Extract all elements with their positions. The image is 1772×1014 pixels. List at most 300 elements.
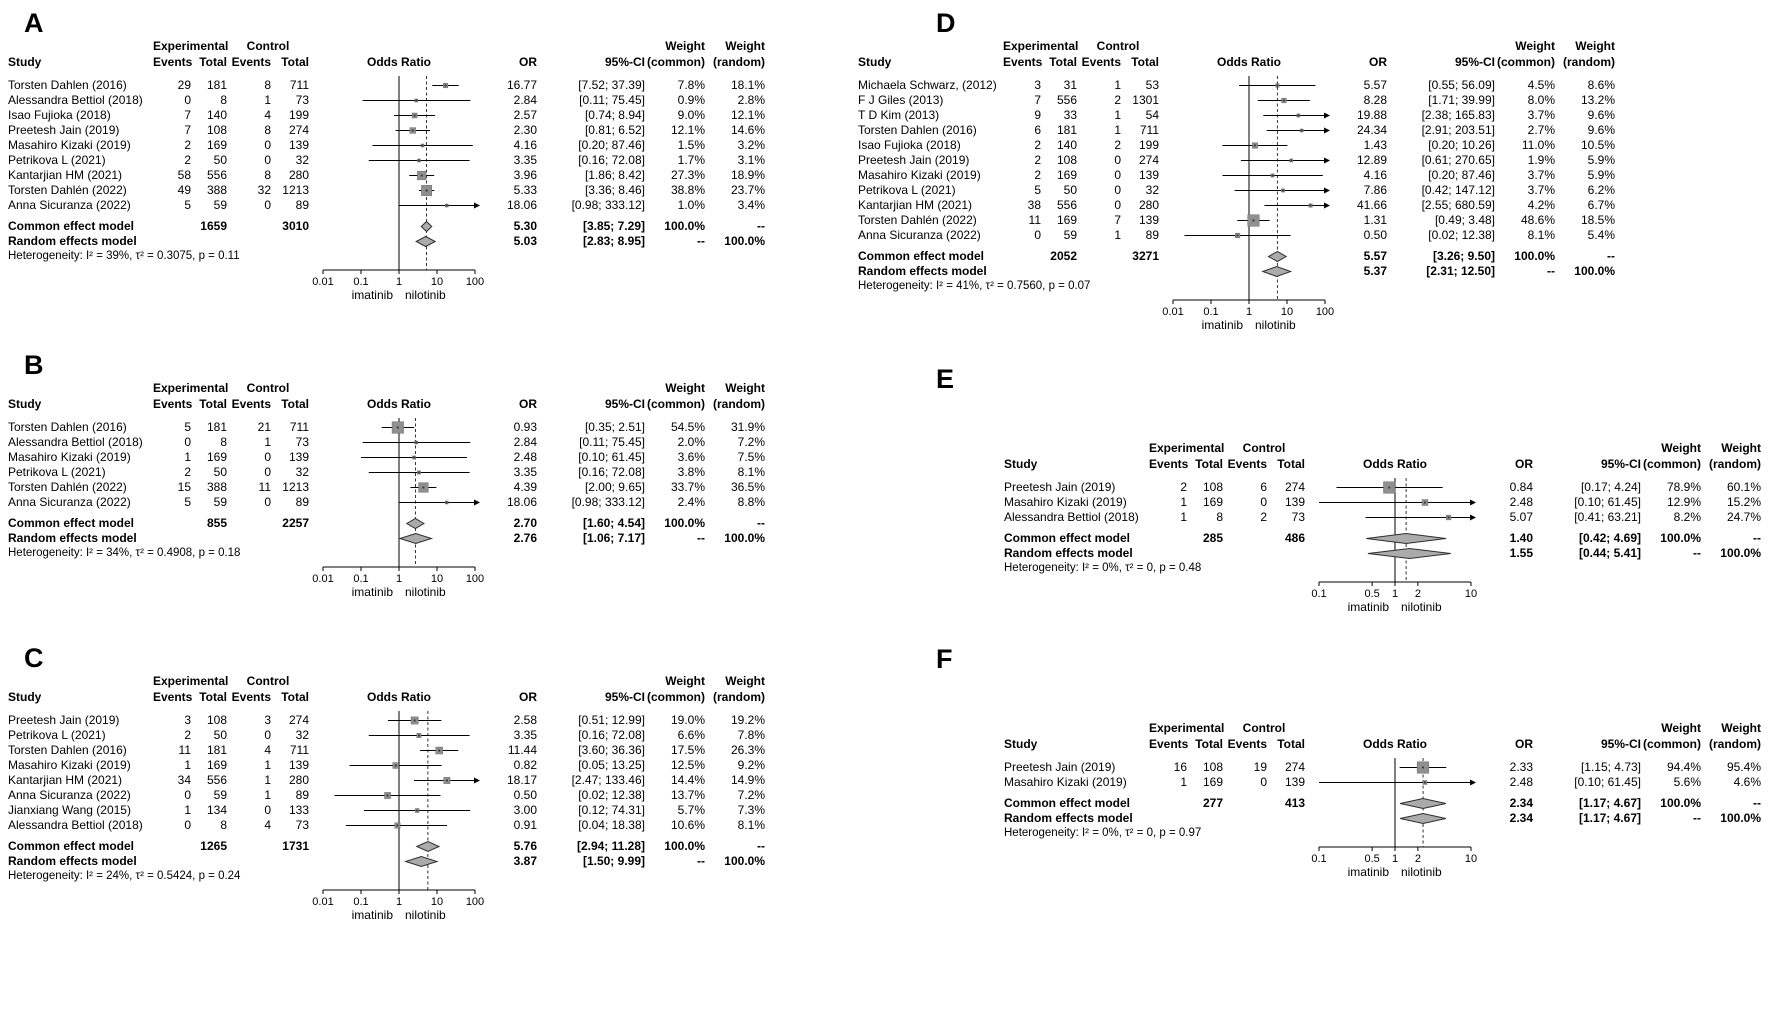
common-effect-row: [8, 839, 765, 854]
control-total: 711: [289, 420, 309, 434]
experimental-total: 140: [206, 108, 227, 122]
weight-common-value: 33.7%: [670, 480, 705, 494]
or-value: 5.33: [513, 183, 537, 197]
study-name: Preetesh Jain (2019): [1004, 480, 1116, 494]
experimental-total: 59: [213, 198, 227, 212]
common-weight-random: --: [757, 839, 765, 853]
random-or-value: 3.87: [513, 854, 537, 868]
study-name: Preetesh Jain (2019): [1004, 760, 1116, 774]
weight-random-subheader: (random): [1709, 457, 1761, 471]
or-value: 41.66: [1356, 198, 1387, 212]
axis-tick-label: 10: [430, 573, 444, 585]
weight-random-value: 8.6%: [1587, 78, 1615, 92]
weight-random-value: 3.2%: [737, 138, 765, 152]
axis-space: [1004, 841, 1761, 887]
heterogeneity-text: Heterogeneity: I² = 0%, τ² = 0, p = 0.97: [1004, 827, 1202, 839]
ci-value: [0.81; 6.52]: [584, 123, 645, 137]
control-events: 0: [1114, 183, 1121, 197]
axis-space: [8, 264, 765, 310]
heterogeneity-text: Heterogeneity: I² = 41%, τ² = 0.7560, p = 0.07: [858, 280, 1091, 292]
random-effects-row: [1004, 546, 1761, 561]
experimental-total: 108: [1202, 760, 1223, 774]
odds-ratio-column-header: Odds Ratio: [1216, 55, 1281, 69]
control-total: 280: [1138, 198, 1159, 212]
common-experimental-total: 2052: [1050, 249, 1077, 263]
experimental-total: 169: [1202, 495, 1223, 509]
weight-random-value: 95.4%: [1726, 760, 1761, 774]
random-or-value: 2.34: [1509, 811, 1533, 825]
weight-common-subheader: (common): [647, 55, 705, 69]
odds-ratio-column-header: Odds Ratio: [366, 55, 431, 69]
weight-common-value: 13.7%: [670, 788, 705, 802]
study-name: Masahiro Kizaki (2019): [1004, 775, 1127, 789]
ci-value: [2.38; 165.83]: [1421, 108, 1495, 122]
axis-left-label: imatinib: [1347, 865, 1389, 879]
experimental-total: 169: [1202, 775, 1223, 789]
or-value: 0.50: [1363, 228, 1387, 242]
control-events: 0: [264, 450, 271, 464]
weight-common-value: 3.8%: [677, 465, 705, 479]
study-name: Torsten Dahlen (2016): [858, 123, 977, 137]
axis-tick-label: 2: [1414, 853, 1421, 865]
ci-column-header: 95%-CI: [604, 397, 645, 411]
experimental-total: 181: [206, 78, 227, 92]
study-name: Alessandra Bettiol (2018): [8, 93, 143, 107]
weight-common-value: 2.0%: [677, 435, 705, 449]
study-name: Anna Sicuranza (2022): [8, 788, 131, 802]
column-header-row: [8, 689, 765, 705]
common-control-total: 3271: [1132, 249, 1159, 263]
study-row: [8, 153, 765, 168]
control-events: 8: [264, 168, 271, 182]
common-weight-random: --: [757, 219, 765, 233]
experimental-events: 2: [184, 465, 191, 479]
ci-value: [0.16; 72.08]: [578, 465, 645, 479]
or-value: 0.91: [513, 818, 537, 832]
column-group-header-row: [8, 38, 765, 54]
study-name: T D Kim (2013): [858, 108, 940, 122]
weight-common-value: 4.5%: [1527, 78, 1555, 92]
ci-value: [0.11; 75.45]: [579, 435, 645, 449]
experimental-events: 49: [177, 183, 191, 197]
study-name: Kantarjian HM (2021): [858, 198, 973, 212]
or-value: 11.44: [507, 743, 537, 757]
control-total: 54: [1145, 108, 1159, 122]
or-value: 3.35: [513, 465, 537, 479]
study-column-header: Study: [1004, 737, 1038, 751]
common-ci-value: [3.26; 9.50]: [1432, 249, 1495, 263]
common-weight-common: 100.0%: [664, 219, 705, 233]
weight-common-value: 3.7%: [1527, 168, 1555, 182]
experimental-events: 3: [184, 713, 191, 727]
axis-tick-label: 1: [395, 573, 403, 585]
experimental-total: 388: [206, 480, 227, 494]
control-events: 1: [264, 758, 271, 772]
or-value: 2.84: [513, 435, 537, 449]
weight-random-value: 12.1%: [730, 108, 765, 122]
study-row: [858, 168, 1615, 183]
common-weight-random: --: [1753, 796, 1761, 810]
weight-random-value: 5.9%: [1587, 168, 1615, 182]
or-value: 2.48: [1509, 775, 1533, 789]
random-or-value: 5.37: [1363, 264, 1387, 278]
study-name: Torsten Dahlen (2016): [8, 78, 127, 92]
study-name: Alessandra Bettiol (2018): [1004, 510, 1139, 524]
experimental-events: 29: [177, 78, 191, 92]
experimental-total: 108: [1202, 480, 1223, 494]
weight-random-value: 18.5%: [1580, 213, 1615, 227]
weight-random-value: 7.8%: [737, 728, 765, 742]
experimental-total: 108: [1056, 153, 1077, 167]
weight-common-value: 1.5%: [677, 138, 705, 152]
experimental-total: 50: [1063, 183, 1077, 197]
control-events: 0: [264, 138, 271, 152]
ci-column-header: 95%-CI: [1600, 457, 1641, 471]
weight-random-value: 8.1%: [737, 465, 765, 479]
weight-random-header: Weight: [1575, 39, 1615, 53]
weight-common-value: 3.7%: [1527, 108, 1555, 122]
common-effect-label: Common effect model: [8, 219, 135, 233]
panel-E: [858, 366, 1772, 622]
weight-random-value: 7.2%: [737, 435, 765, 449]
weight-random-header: Weight: [1721, 441, 1761, 455]
study-row: [1004, 495, 1761, 510]
or-column-header: OR: [519, 690, 537, 704]
experimental-events: 6: [1034, 123, 1041, 137]
common-ci-value: [1.60; 4.54]: [582, 516, 645, 530]
experimental-total: 108: [206, 123, 227, 137]
ci-value: [0.55; 56.09]: [1428, 78, 1495, 92]
random-weight-random: 100.0%: [724, 531, 765, 545]
control-total-header: Total: [281, 690, 309, 704]
control-total: 139: [288, 450, 309, 464]
axis-tick-label: 10: [1280, 306, 1294, 318]
study-row: [8, 758, 765, 773]
weight-common-value: 12.5%: [670, 758, 705, 772]
common-weight-random: --: [757, 516, 765, 530]
experimental-events: 3: [1034, 78, 1041, 92]
experimental-events: 1: [1180, 510, 1187, 524]
control-events: 2: [1114, 93, 1121, 107]
experimental-events: 0: [184, 788, 191, 802]
weight-common-value: 1.9%: [1527, 153, 1555, 167]
study-name: Preetesh Jain (2019): [8, 713, 120, 727]
odds-ratio-column-header: Odds Ratio: [366, 690, 431, 704]
control-events: 0: [1114, 153, 1121, 167]
random-or-value: 5.03: [513, 234, 537, 248]
ci-value: [0.20; 87.46]: [1428, 168, 1495, 182]
experimental-total: 556: [206, 168, 227, 182]
common-control-total: 1731: [282, 839, 309, 853]
weight-common-value: 8.0%: [1527, 93, 1555, 107]
or-value: 12.89: [1356, 153, 1387, 167]
study-name: Masahiro Kizaki (2019): [1004, 495, 1127, 509]
experimental-events: 0: [184, 435, 191, 449]
control-total: 139: [288, 758, 309, 772]
control-events: 1: [1114, 123, 1121, 137]
weight-common-value: 6.6%: [677, 728, 705, 742]
weight-random-value: 14.6%: [730, 123, 765, 137]
ci-value: [0.10; 61.45]: [1574, 775, 1641, 789]
panel-letter-D: D: [936, 8, 956, 38]
random-weight-random: 100.0%: [724, 234, 765, 248]
weight-common-value: 3.7%: [1527, 183, 1555, 197]
study-row: [8, 713, 765, 728]
weight-common-header: Weight: [665, 381, 705, 395]
weight-random-value: 18.9%: [730, 168, 765, 182]
axis-tick-label: 0.01: [312, 276, 334, 288]
odds-ratio-column-header: Odds Ratio: [366, 397, 431, 411]
experimental-total: 8: [220, 93, 227, 107]
experimental-events: 0: [184, 93, 191, 107]
random-weight-random: 100.0%: [1720, 546, 1761, 560]
control-events: 0: [1260, 495, 1267, 509]
or-value: 3.35: [513, 153, 537, 167]
or-value: 0.82: [513, 758, 537, 772]
weight-random-value: 9.2%: [737, 758, 765, 772]
axis-left-label: imatinib: [351, 288, 393, 302]
control-events: 0: [1260, 775, 1267, 789]
control-total: 73: [295, 818, 309, 832]
ci-value: [0.02; 12.38]: [578, 788, 645, 802]
study-name: Petrikova L (2021): [858, 183, 956, 197]
control-events: 0: [264, 495, 271, 509]
control-events-header: Events: [231, 690, 271, 704]
experimental-total: 140: [1056, 138, 1077, 152]
study-row: [8, 788, 765, 803]
panel-letter-E: E: [936, 364, 955, 394]
experimental-total-header: Total: [199, 397, 227, 411]
weight-random-value: 8.1%: [737, 818, 765, 832]
experimental-events: 2: [184, 138, 191, 152]
control-total: 280: [288, 168, 309, 182]
study-row: [858, 78, 1615, 93]
experimental-events: 11: [178, 743, 191, 757]
weight-common-subheader: (common): [647, 690, 705, 704]
control-events: 6: [1260, 480, 1267, 494]
ci-value: [1.86; 8.42]: [584, 168, 645, 182]
random-weight-common: --: [1547, 264, 1555, 278]
experimental-total-header: Total: [199, 690, 227, 704]
control-events: 11: [258, 480, 271, 494]
or-column-header: OR: [1515, 457, 1533, 471]
control-total: 32: [1145, 183, 1159, 197]
experimental-total-header: Total: [1195, 737, 1223, 751]
study-name: Torsten Dahlén (2022): [858, 213, 977, 227]
ci-value: [0.98; 333.12]: [571, 495, 645, 509]
experimental-group-header: Experimental: [1149, 441, 1225, 455]
random-effects-label: Random effects model: [858, 264, 987, 278]
study-row: [1004, 480, 1761, 495]
ci-value: [0.04; 18.38]: [578, 818, 645, 832]
study-row: [8, 803, 765, 818]
weight-common-value: 1.7%: [677, 153, 705, 167]
or-value: 18.06: [506, 495, 537, 509]
weight-common-value: 54.5%: [670, 420, 705, 434]
axis-tick-label: 100: [465, 573, 485, 585]
random-effects-label: Random effects model: [8, 234, 137, 248]
spacer: [8, 705, 765, 713]
experimental-events-header: Events: [1003, 55, 1043, 69]
control-events: 0: [1114, 168, 1121, 182]
experimental-group-header: Experimental: [1149, 721, 1225, 735]
axis-space: [8, 561, 765, 607]
ci-value: [3.36; 8.46]: [584, 183, 645, 197]
weight-common-value: 10.6%: [670, 818, 705, 832]
control-group-header: Control: [1096, 39, 1140, 53]
axis-space: [1004, 576, 1761, 622]
experimental-events: 2: [184, 153, 191, 167]
weight-random-value: 15.2%: [1726, 495, 1761, 509]
ci-value: [2.47; 133.46]: [571, 773, 645, 787]
ci-value: [0.35; 2.51]: [584, 420, 645, 434]
experimental-total-header: Total: [1195, 457, 1223, 471]
control-total: 280: [288, 773, 309, 787]
experimental-total: 181: [206, 420, 227, 434]
or-value: 16.77: [506, 78, 537, 92]
random-effects-row: [8, 234, 765, 249]
control-total: 73: [295, 93, 309, 107]
common-effect-label: Common effect model: [858, 249, 985, 263]
or-value: 18.17: [506, 773, 537, 787]
common-control-total: 413: [1284, 796, 1305, 810]
experimental-group-header: Experimental: [153, 381, 229, 395]
or-value: 2.33: [1509, 760, 1533, 774]
control-events: 0: [264, 198, 271, 212]
or-value: 8.28: [1363, 93, 1387, 107]
forest-table: [8, 673, 765, 930]
ci-value: [3.60; 36.36]: [578, 743, 645, 757]
study-name: Anna Sicuranza (2022): [858, 228, 981, 242]
experimental-total: 59: [1063, 228, 1077, 242]
random-ci-value: [0.44; 5.41]: [1578, 546, 1641, 560]
ci-value: [0.42; 147.12]: [1421, 183, 1495, 197]
weight-common-value: 4.2%: [1527, 198, 1555, 212]
weight-random-value: 4.6%: [1733, 775, 1761, 789]
control-total: 32: [295, 728, 309, 742]
weight-random-value: 6.7%: [1587, 198, 1615, 212]
control-total: 139: [288, 138, 309, 152]
control-total: 32: [295, 153, 309, 167]
study-name: Masahiro Kizaki (2019): [858, 168, 981, 182]
study-row: [858, 183, 1615, 198]
experimental-events-header: Events: [153, 397, 193, 411]
ci-value: [0.11; 75.45]: [579, 93, 645, 107]
experimental-total: 59: [213, 495, 227, 509]
weight-common-value: 78.9%: [1666, 480, 1701, 494]
weight-common-value: 11.0%: [1521, 138, 1555, 152]
study-name: Torsten Dahlén (2022): [8, 183, 127, 197]
weight-common-value: 5.6%: [1673, 775, 1701, 789]
weight-random-subheader: (random): [713, 397, 765, 411]
study-name: Torsten Dahlén (2022): [8, 480, 127, 494]
weight-random-value: 26.3%: [730, 743, 765, 757]
axis-tick-label: 1: [1391, 853, 1399, 865]
common-weight-common: 100.0%: [1660, 796, 1701, 810]
control-group-header: Control: [1242, 721, 1286, 735]
weight-common-header: Weight: [1661, 441, 1701, 455]
study-name: Masahiro Kizaki (2019): [8, 138, 131, 152]
control-total: 274: [288, 713, 309, 727]
random-effects-label: Random effects model: [1004, 811, 1133, 825]
study-name: Alessandra Bettiol (2018): [8, 818, 143, 832]
forest-table: [8, 38, 765, 310]
weight-common-value: 8.1%: [1527, 228, 1555, 242]
experimental-events: 5: [1034, 183, 1041, 197]
control-events: 1: [264, 788, 271, 802]
control-total: 199: [1138, 138, 1159, 152]
common-weight-random: --: [1753, 531, 1761, 545]
figure-column-right: [858, 10, 1772, 930]
experimental-total-header: Total: [1049, 55, 1077, 69]
axis-tick-label: 0.01: [312, 573, 334, 585]
weight-common-value: 2.4%: [677, 495, 705, 509]
study-row: [8, 495, 765, 510]
random-ci-value: [1.06; 7.17]: [582, 531, 645, 545]
weight-random-value: 2.8%: [737, 93, 765, 107]
control-total: 133: [288, 803, 309, 817]
weight-random-value: 9.6%: [1587, 108, 1615, 122]
common-effect-label: Common effect model: [8, 516, 135, 530]
weight-common-subheader: (common): [647, 397, 705, 411]
control-total: 711: [289, 743, 309, 757]
random-weight-random: 100.0%: [1720, 811, 1761, 825]
ci-value: [0.10; 61.45]: [1574, 495, 1641, 509]
or-value: 4.16: [1363, 168, 1387, 182]
study-row: [858, 228, 1615, 243]
axis-space: [8, 884, 765, 930]
ci-value: [0.17; 4.24]: [1580, 480, 1641, 494]
weight-common-value: 38.8%: [670, 183, 705, 197]
figure-column-left: [8, 10, 858, 930]
random-effects-label: Random effects model: [8, 531, 137, 545]
study-name: Masahiro Kizaki (2019): [8, 758, 131, 772]
control-total: 53: [1145, 78, 1159, 92]
axis-tick-label: 1: [395, 896, 403, 908]
experimental-events-header: Events: [1149, 737, 1189, 751]
ci-value: [2.00; 9.65]: [584, 480, 645, 494]
column-header-row: [8, 54, 765, 70]
common-ci-value: [3.85; 7.29]: [582, 219, 645, 233]
study-name: Isao Fujioka (2018): [8, 108, 111, 122]
axis-tick-label: 0.5: [1364, 853, 1380, 865]
control-events: 0: [264, 153, 271, 167]
random-or-value: 1.55: [1509, 546, 1533, 560]
experimental-events: 2: [1034, 153, 1041, 167]
control-events-header: Events: [231, 397, 271, 411]
experimental-total: 181: [206, 743, 227, 757]
weight-random-value: 3.1%: [737, 153, 765, 167]
experimental-events: 1: [1180, 495, 1187, 509]
axis-space: [858, 294, 1615, 340]
or-value: 7.86: [1363, 183, 1387, 197]
control-total: 32: [295, 465, 309, 479]
control-events: 0: [1114, 198, 1121, 212]
panel-letter-B: B: [24, 350, 44, 380]
panel-letter-A: A: [24, 8, 44, 38]
study-row: [8, 123, 765, 138]
random-ci-value: [2.83; 8.95]: [582, 234, 645, 248]
experimental-events: 0: [184, 818, 191, 832]
experimental-total: 388: [206, 183, 227, 197]
column-header-row: [1004, 736, 1761, 752]
study-name: Kantarjian HM (2021): [8, 168, 123, 182]
panel-F: [858, 646, 1772, 887]
weight-random-value: 24.7%: [1726, 510, 1761, 524]
weight-common-value: 8.2%: [1673, 510, 1701, 524]
study-row: [8, 108, 765, 123]
axis-tick-label: 10: [1464, 853, 1478, 865]
